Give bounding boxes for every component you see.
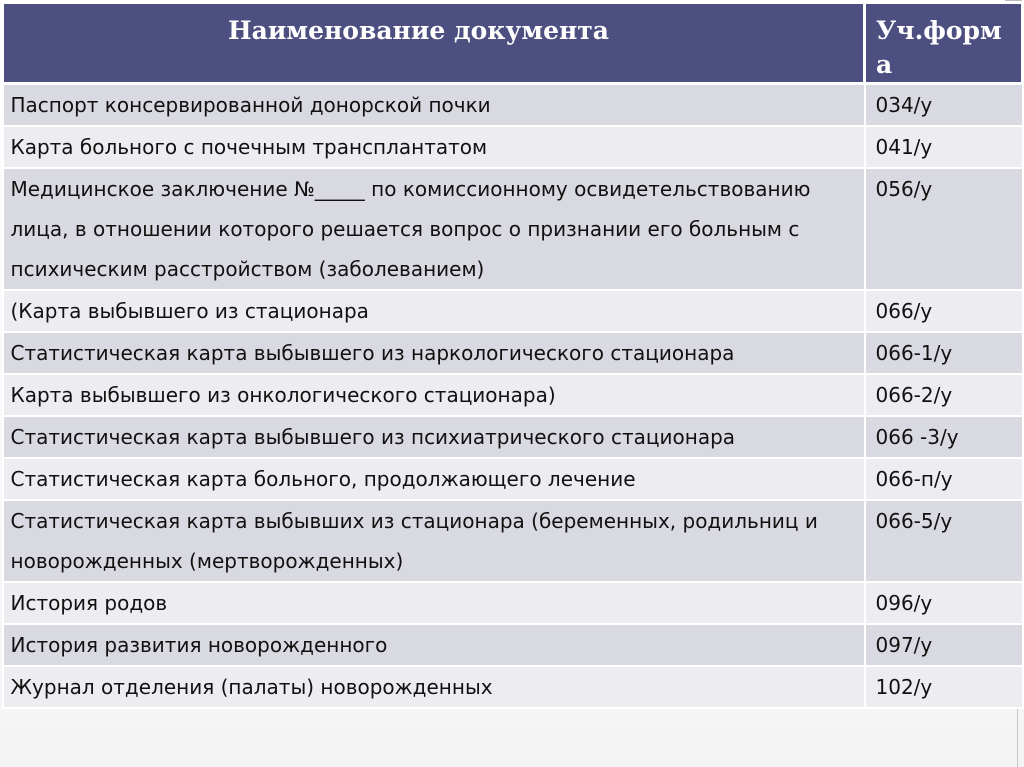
form-number-cell: 066 -3/у (865, 416, 1023, 458)
document-name-cell: Карта выбывшего из онкологического стационара) (3, 374, 865, 416)
table-row (3, 126, 1023, 168)
table-row (3, 84, 1023, 127)
table-row (3, 582, 1023, 624)
table-row (3, 290, 1023, 332)
header-document-name: Наименование документа (3, 3, 865, 84)
header-form-number (865, 3, 1023, 84)
table-row (3, 168, 1023, 290)
form-number-cell: 066-п/у (865, 458, 1023, 500)
document-name-cell: История развития новорожденного (3, 624, 865, 666)
document-name-cell: Статистическая карта выбывшего из наркологического стационара (3, 332, 865, 374)
form-number-cell: 102/у (865, 666, 1023, 708)
document-name-cell: Журнал отделения (палаты) новорожденных (3, 666, 865, 708)
form-number-cell: 066-5/у (865, 500, 1023, 582)
form-number-cell: 066-2/у (865, 374, 1023, 416)
table-row (3, 500, 1023, 582)
form-number-cell: 066/у (865, 290, 1023, 332)
document-name-cell: История родов (3, 582, 865, 624)
table-header-row (3, 3, 1023, 84)
table-row (3, 332, 1023, 374)
table-row (3, 416, 1023, 458)
form-number-cell: 096/у (865, 582, 1023, 624)
document-name-cell: Статистическая карта больного, продолжающего лечение (3, 458, 865, 500)
form-number-cell: 034/у (865, 84, 1023, 127)
header-form-line2: а (876, 50, 893, 79)
table-row (3, 458, 1023, 500)
document-name-cell: Статистическая карта выбывших из стационара (беременных, родильниц и новорожденных (мертворожденных) (3, 500, 865, 582)
document-name-cell: Паспорт консервированной донорской почки (3, 84, 865, 127)
document-name-cell: Статистическая карта выбывшего из психиатрического стационара (3, 416, 865, 458)
documents-table (1, 1, 1024, 709)
document-name-cell: (Карта выбывшего из стационара (3, 290, 865, 332)
form-number-cell: 041/у (865, 126, 1023, 168)
table-row (3, 624, 1023, 666)
table-row (3, 666, 1023, 708)
form-number-cell: 066-1/у (865, 332, 1023, 374)
document-name-cell: Карта больного с почечным трансплантатом (3, 126, 865, 168)
document-name-cell: Медицинское заключение №_____ по комиссионному освидетельствованию лица, в отношении которого решается вопрос о признании его больным с психическим расстройством (заболеванием) (3, 168, 865, 290)
form-number-cell: 097/у (865, 624, 1023, 666)
header-form-line1: Уч.форм (876, 16, 1002, 45)
form-number-cell: 056/у (865, 168, 1023, 290)
table-row (3, 374, 1023, 416)
